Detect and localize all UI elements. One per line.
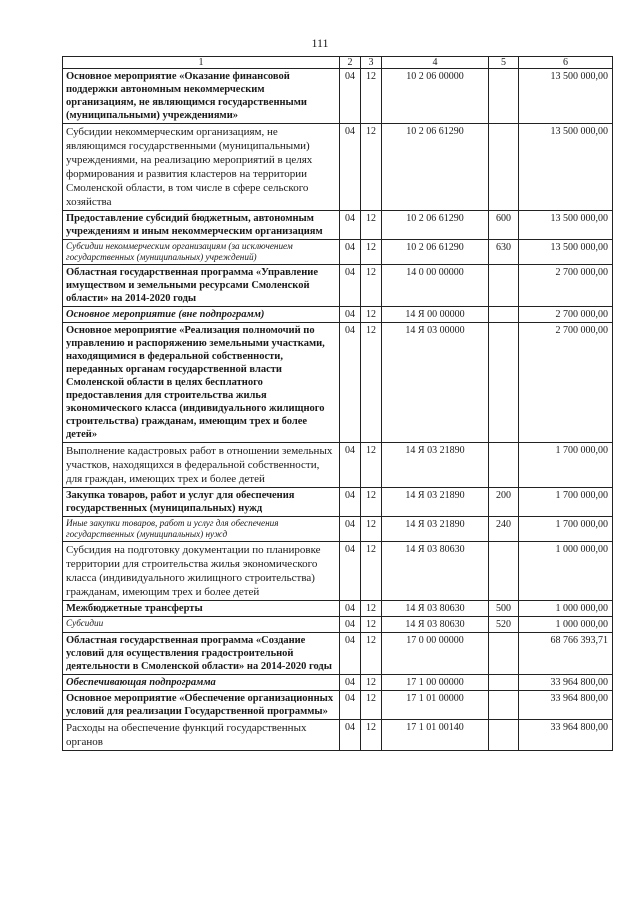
row-section: 04 xyxy=(340,488,361,517)
row-subsection: 12 xyxy=(361,517,382,542)
header-cell: 4 xyxy=(382,57,489,69)
row-subsection: 12 xyxy=(361,323,382,443)
row-subsection: 12 xyxy=(361,69,382,124)
table-row xyxy=(63,240,613,265)
table-row xyxy=(63,211,613,240)
row-section: 04 xyxy=(340,307,361,323)
row-subsection: 12 xyxy=(361,443,382,488)
row-target-code: 10 2 06 61290 xyxy=(382,240,489,265)
row-amount: 1 700 000,00 xyxy=(519,488,613,517)
row-name: Основное мероприятие «Реализация полномочий по управлению и распоряжению земельными участками, находящимися в федеральной собственности, переданных органам государственной власти Смоленской области в целях бесплатного предоставления для строительства жилья экономического класса (индивидуального жилищного строительства) гражданам, имеющим трех и более детей» xyxy=(63,323,340,443)
row-target-code: 10 2 06 00000 xyxy=(382,69,489,124)
header-cell: 3 xyxy=(361,57,382,69)
table-row xyxy=(63,69,613,124)
row-expense-type: 240 xyxy=(489,517,519,542)
table-row xyxy=(63,307,613,323)
row-expense-type xyxy=(489,307,519,323)
row-amount: 33 964 800,00 xyxy=(519,691,613,720)
row-name: Областная государственная программа «Управление имуществом и земельными ресурсами Смоленской области» на 2014-2020 годы xyxy=(63,265,340,307)
row-expense-type xyxy=(489,265,519,307)
row-subsection: 12 xyxy=(361,675,382,691)
table-row xyxy=(63,601,613,617)
table-row xyxy=(63,691,613,720)
row-subsection: 12 xyxy=(361,307,382,323)
row-amount: 13 500 000,00 xyxy=(519,240,613,265)
row-section: 04 xyxy=(340,240,361,265)
row-amount: 1 000 000,00 xyxy=(519,617,613,633)
row-amount: 2 700 000,00 xyxy=(519,265,613,307)
table-header-row xyxy=(63,57,613,69)
row-expense-type xyxy=(489,691,519,720)
row-expense-type xyxy=(489,443,519,488)
budget-table xyxy=(62,56,613,751)
row-target-code: 14 Я 03 21890 xyxy=(382,443,489,488)
row-subsection: 12 xyxy=(361,601,382,617)
row-name: Выполнение кадастровых работ в отношении земельных участков, находящихся в федеральной собственности, для граждан, имеющих трех и более детей xyxy=(63,443,340,488)
row-expense-type xyxy=(489,720,519,751)
row-subsection: 12 xyxy=(361,720,382,751)
row-amount: 68 766 393,71 xyxy=(519,633,613,675)
row-section: 04 xyxy=(340,720,361,751)
row-section: 04 xyxy=(340,211,361,240)
row-amount: 13 500 000,00 xyxy=(519,69,613,124)
table-row xyxy=(63,675,613,691)
row-target-code: 14 Я 03 80630 xyxy=(382,601,489,617)
table-row xyxy=(63,542,613,601)
row-name: Областная государственная программа «Создание условий для осуществления градостроительной деятельности в Смоленской области» на 2014-2020 годы xyxy=(63,633,340,675)
row-section: 04 xyxy=(340,323,361,443)
row-amount: 33 964 800,00 xyxy=(519,675,613,691)
row-subsection: 12 xyxy=(361,691,382,720)
row-name: Субсидии xyxy=(63,617,340,633)
row-name: Субсидии некоммерческим организациям, не являющимся государственными (муниципальными) учреждениями, на реализацию мероприятий в целях формирования и развития кластеров на территории Смоленской области, в том числе в сфере сельского хозяйства xyxy=(63,124,340,211)
row-target-code: 17 1 01 00000 xyxy=(382,691,489,720)
row-target-code: 14 Я 03 80630 xyxy=(382,542,489,601)
table-row xyxy=(63,517,613,542)
table-row xyxy=(63,720,613,751)
row-target-code: 17 1 00 00000 xyxy=(382,675,489,691)
table-row xyxy=(63,633,613,675)
row-section: 04 xyxy=(340,69,361,124)
header-cell: 1 xyxy=(63,57,340,69)
row-target-code: 14 Я 03 00000 xyxy=(382,323,489,443)
row-expense-type: 200 xyxy=(489,488,519,517)
row-amount: 13 500 000,00 xyxy=(519,124,613,211)
header-cell: 5 xyxy=(489,57,519,69)
row-amount: 2 700 000,00 xyxy=(519,323,613,443)
row-amount: 1 700 000,00 xyxy=(519,443,613,488)
table-row xyxy=(63,443,613,488)
row-subsection: 12 xyxy=(361,617,382,633)
row-expense-type: 600 xyxy=(489,211,519,240)
row-name: Межбюджетные трансферты xyxy=(63,601,340,617)
row-section: 04 xyxy=(340,691,361,720)
table-row xyxy=(63,323,613,443)
table-row xyxy=(63,617,613,633)
table-row xyxy=(63,488,613,517)
row-amount: 2 700 000,00 xyxy=(519,307,613,323)
row-name: Субсидия на подготовку документации по планировке территории для строительства жилья экономического класса (индивидуального жилищного строительства) гражданам, имеющим трех и более детей xyxy=(63,542,340,601)
row-expense-type xyxy=(489,633,519,675)
header-cell: 2 xyxy=(340,57,361,69)
table-row xyxy=(63,124,613,211)
row-target-code: 17 0 00 00000 xyxy=(382,633,489,675)
row-target-code: 17 1 01 00140 xyxy=(382,720,489,751)
row-subsection: 12 xyxy=(361,488,382,517)
row-section: 04 xyxy=(340,443,361,488)
row-name: Субсидии некоммерческим организациям (за исключением государственных (муниципальных) учреждений) xyxy=(63,240,340,265)
row-name: Закупка товаров, работ и услуг для обеспечения государственных (муниципальных) нужд xyxy=(63,488,340,517)
row-name: Обеспечивающая подпрограмма xyxy=(63,675,340,691)
row-name: Предоставление субсидий бюджетным, автономным учреждениям и иным некоммерческим организациям xyxy=(63,211,340,240)
row-expense-type xyxy=(489,542,519,601)
row-expense-type xyxy=(489,675,519,691)
row-target-code: 14 Я 00 00000 xyxy=(382,307,489,323)
row-section: 04 xyxy=(340,265,361,307)
row-subsection: 12 xyxy=(361,265,382,307)
row-amount: 13 500 000,00 xyxy=(519,211,613,240)
row-expense-type: 500 xyxy=(489,601,519,617)
row-amount: 1 000 000,00 xyxy=(519,601,613,617)
row-amount: 1 700 000,00 xyxy=(519,517,613,542)
row-target-code: 14 Я 03 21890 xyxy=(382,488,489,517)
page-number: 111 xyxy=(311,36,329,50)
row-expense-type: 630 xyxy=(489,240,519,265)
row-name: Основное мероприятие (вне подпрограмм) xyxy=(63,307,340,323)
row-name: Основное мероприятие «Обеспечение организационных условий для реализации Государственной программы» xyxy=(63,691,340,720)
row-amount: 33 964 800,00 xyxy=(519,720,613,751)
row-section: 04 xyxy=(340,633,361,675)
row-subsection: 12 xyxy=(361,211,382,240)
row-name: Иные закупки товаров, работ и услуг для обеспечения государственных (муниципальных) нужд xyxy=(63,517,340,542)
row-section: 04 xyxy=(340,675,361,691)
header-cell: 6 xyxy=(519,57,613,69)
row-section: 04 xyxy=(340,601,361,617)
row-expense-type xyxy=(489,124,519,211)
row-target-code: 14 Я 03 80630 xyxy=(382,617,489,633)
row-target-code: 10 2 06 61290 xyxy=(382,124,489,211)
row-amount: 1 000 000,00 xyxy=(519,542,613,601)
row-expense-type xyxy=(489,69,519,124)
row-expense-type xyxy=(489,323,519,443)
row-expense-type: 520 xyxy=(489,617,519,633)
row-subsection: 12 xyxy=(361,542,382,601)
row-name: Основное мероприятие «Оказание финансовой поддержки автономным некоммерческим организациям, не являющимся государственными (муниципальными) учреждениями» xyxy=(63,69,340,124)
row-subsection: 12 xyxy=(361,240,382,265)
row-section: 04 xyxy=(340,542,361,601)
row-target-code: 14 Я 03 21890 xyxy=(382,517,489,542)
row-section: 04 xyxy=(340,124,361,211)
row-name: Расходы на обеспечение функций государственных органов xyxy=(63,720,340,751)
table-row xyxy=(63,265,613,307)
row-target-code: 10 2 06 61290 xyxy=(382,211,489,240)
row-target-code: 14 0 00 00000 xyxy=(382,265,489,307)
row-section: 04 xyxy=(340,617,361,633)
row-subsection: 12 xyxy=(361,633,382,675)
row-subsection: 12 xyxy=(361,124,382,211)
row-section: 04 xyxy=(340,517,361,542)
